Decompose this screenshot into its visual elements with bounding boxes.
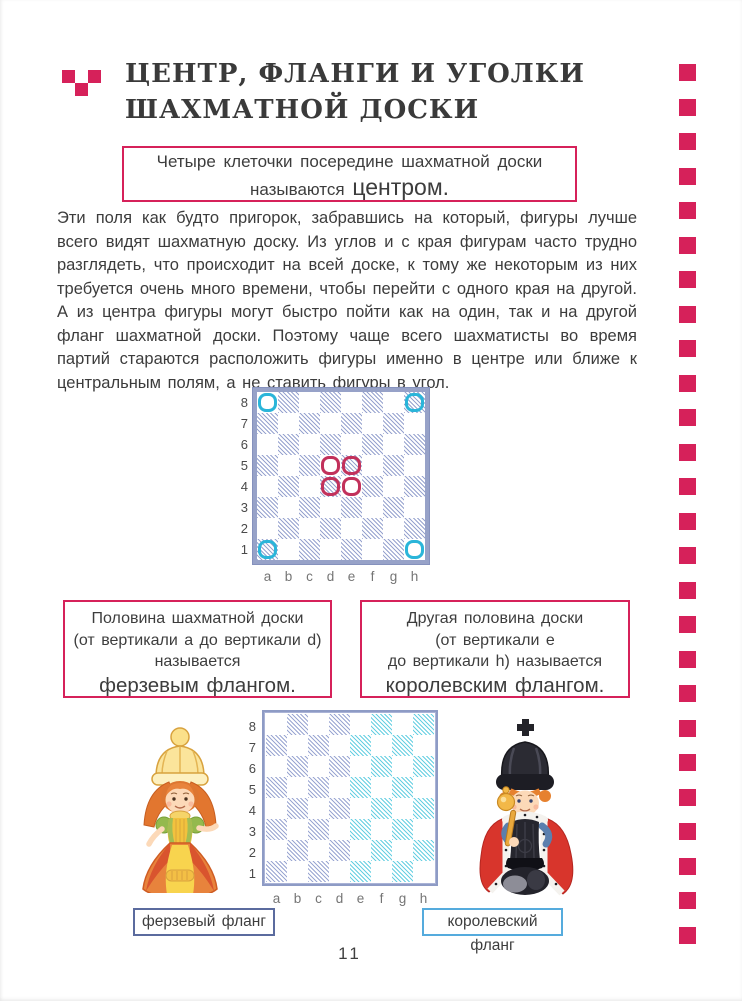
rank-label: 2 xyxy=(248,845,256,860)
square-e8 xyxy=(341,392,362,413)
chessboard-center-corners xyxy=(253,388,429,564)
square-c2 xyxy=(308,840,329,861)
square-c3 xyxy=(299,497,320,518)
king-flank-label: королевский фланг xyxy=(422,908,563,936)
rank-label: 1 xyxy=(248,866,256,881)
rank-label: 3 xyxy=(240,500,248,515)
square-e2 xyxy=(341,518,362,539)
edge-mark-square xyxy=(679,64,696,81)
king-flank-line3: до вертикали h) называется xyxy=(387,653,603,670)
edge-mark-square xyxy=(679,547,696,564)
edge-mark-square xyxy=(679,616,696,633)
square-b4 xyxy=(287,798,308,819)
page-number: 11 xyxy=(338,944,362,963)
square-h7 xyxy=(413,735,434,756)
square-a8 xyxy=(266,714,287,735)
edge-mark-square xyxy=(679,409,696,426)
square-f2 xyxy=(371,840,392,861)
page-title-line1: ЦЕНТР, ФЛАНГИ И УГОЛКИ xyxy=(125,59,586,89)
file-label: d xyxy=(326,569,335,584)
rank-label: 5 xyxy=(240,458,248,473)
square-b8 xyxy=(278,392,299,413)
board1-file-labels xyxy=(257,569,425,584)
chessboard-flanks-frame xyxy=(262,710,438,886)
square-e4 xyxy=(341,476,362,497)
square-c7 xyxy=(299,413,320,434)
square-h1 xyxy=(404,539,425,560)
square-a4 xyxy=(257,476,278,497)
edge-mark-square xyxy=(679,789,696,806)
file-label: b xyxy=(293,891,302,906)
square-d8 xyxy=(320,392,341,413)
square-g2 xyxy=(383,518,404,539)
queen-flank-definition-box xyxy=(63,600,332,698)
square-h4 xyxy=(413,798,434,819)
square-c1 xyxy=(299,539,320,560)
edge-mark-square xyxy=(679,237,696,254)
marker-square xyxy=(62,70,75,83)
queen-flank-label: ферзевый фланг xyxy=(133,908,275,936)
edge-mark-square xyxy=(679,133,696,150)
square-c6 xyxy=(308,756,329,777)
board2-file-labels xyxy=(266,891,434,906)
square-b2 xyxy=(278,518,299,539)
square-g5 xyxy=(383,455,404,476)
square-h3 xyxy=(404,497,425,518)
king-flank-definition-box xyxy=(360,600,630,698)
square-e7 xyxy=(341,413,362,434)
edge-mark-square xyxy=(679,651,696,668)
square-a1 xyxy=(266,861,287,882)
square-b3 xyxy=(278,497,299,518)
square-g8 xyxy=(383,392,404,413)
square-e5 xyxy=(350,777,371,798)
square-d5 xyxy=(329,777,350,798)
square-h1 xyxy=(413,861,434,882)
square-h6 xyxy=(413,756,434,777)
definition-prefix: называются xyxy=(249,180,345,199)
square-c4 xyxy=(299,476,320,497)
square-c4 xyxy=(308,798,329,819)
highlight-ring xyxy=(405,393,424,412)
square-c8 xyxy=(299,392,320,413)
file-label: g xyxy=(389,569,398,584)
square-d6 xyxy=(320,434,341,455)
square-h2 xyxy=(413,840,434,861)
edge-mark-square xyxy=(679,858,696,875)
edge-mark-square xyxy=(679,375,696,392)
edge-mark-square xyxy=(679,582,696,599)
square-e5 xyxy=(341,455,362,476)
square-h8 xyxy=(404,392,425,413)
file-label: d xyxy=(335,891,344,906)
square-g2 xyxy=(392,840,413,861)
square-c8 xyxy=(308,714,329,735)
square-c3 xyxy=(308,819,329,840)
edge-mark-square xyxy=(679,823,696,840)
square-f4 xyxy=(362,476,383,497)
edge-mark-square xyxy=(679,444,696,461)
page-title-line2: ШАХМАТНОЙ ДОСКИ xyxy=(125,95,480,125)
file-label: g xyxy=(398,891,407,906)
edge-mark-square xyxy=(679,306,696,323)
square-g4 xyxy=(392,798,413,819)
rank-label: 4 xyxy=(240,479,248,494)
highlight-ring xyxy=(321,456,340,475)
highlight-ring xyxy=(405,540,424,559)
square-e3 xyxy=(350,819,371,840)
queen-flank-term: ферзевым флангом. xyxy=(99,673,296,697)
square-b4 xyxy=(278,476,299,497)
king-flank-line1: Другая половина доски xyxy=(406,610,584,627)
definition-line2 xyxy=(124,174,575,203)
file-label: f xyxy=(370,569,375,584)
definition-term: центром. xyxy=(352,174,450,200)
square-f8 xyxy=(362,392,383,413)
square-a1 xyxy=(257,539,278,560)
edge-mark-square xyxy=(679,99,696,116)
edge-mark-square xyxy=(679,685,696,702)
square-a7 xyxy=(257,413,278,434)
square-a7 xyxy=(266,735,287,756)
rank-label: 2 xyxy=(240,521,248,536)
square-e1 xyxy=(341,539,362,560)
square-g7 xyxy=(383,413,404,434)
square-e2 xyxy=(350,840,371,861)
square-c1 xyxy=(308,861,329,882)
square-c2 xyxy=(299,518,320,539)
square-f5 xyxy=(362,455,383,476)
king-flank-line2: (от вертикали e xyxy=(435,631,555,649)
edge-mark-square xyxy=(679,720,696,737)
highlight-ring xyxy=(258,393,277,412)
rank-label: 4 xyxy=(248,803,256,818)
square-a8 xyxy=(257,392,278,413)
file-label: e xyxy=(356,891,365,906)
square-e7 xyxy=(350,735,371,756)
definition-line1: Четыре клеточки посередине шахматной доски xyxy=(156,152,543,171)
square-f5 xyxy=(371,777,392,798)
rank-label: 8 xyxy=(240,395,248,410)
square-a5 xyxy=(257,455,278,476)
square-f4 xyxy=(371,798,392,819)
square-b5 xyxy=(287,777,308,798)
file-label: c xyxy=(306,569,313,584)
square-f3 xyxy=(362,497,383,518)
square-g7 xyxy=(392,735,413,756)
square-f8 xyxy=(371,714,392,735)
square-h6 xyxy=(404,434,425,455)
square-d5 xyxy=(320,455,341,476)
square-h2 xyxy=(404,518,425,539)
square-b7 xyxy=(287,735,308,756)
rank-label: 7 xyxy=(240,416,248,431)
square-b5 xyxy=(278,455,299,476)
edge-mark-square xyxy=(679,892,696,909)
file-label: e xyxy=(347,569,356,584)
square-h7 xyxy=(404,413,425,434)
square-d3 xyxy=(320,497,341,518)
marker-square xyxy=(88,70,101,83)
square-a5 xyxy=(266,777,287,798)
marker-square xyxy=(75,83,88,96)
square-a6 xyxy=(266,756,287,777)
edge-mark-square xyxy=(679,513,696,530)
square-c6 xyxy=(299,434,320,455)
square-d6 xyxy=(329,756,350,777)
square-b8 xyxy=(287,714,308,735)
square-f6 xyxy=(362,434,383,455)
edge-mark-square xyxy=(679,271,696,288)
square-e8 xyxy=(350,714,371,735)
square-f7 xyxy=(371,735,392,756)
board1-rank-labels xyxy=(230,392,248,560)
highlight-ring xyxy=(258,540,277,559)
square-a6 xyxy=(257,434,278,455)
square-d1 xyxy=(320,539,341,560)
highlight-ring xyxy=(342,456,361,475)
queen-illustration xyxy=(112,723,247,893)
square-d2 xyxy=(329,840,350,861)
square-b3 xyxy=(287,819,308,840)
square-h5 xyxy=(413,777,434,798)
square-h8 xyxy=(413,714,434,735)
file-label: a xyxy=(263,569,272,584)
highlight-ring xyxy=(321,477,340,496)
square-a2 xyxy=(266,840,287,861)
square-d4 xyxy=(320,476,341,497)
square-d8 xyxy=(329,714,350,735)
edge-mark-square xyxy=(679,927,696,944)
square-b1 xyxy=(278,539,299,560)
rank-label: 8 xyxy=(248,719,256,734)
rank-label: 6 xyxy=(248,761,256,776)
square-f1 xyxy=(362,539,383,560)
square-h3 xyxy=(413,819,434,840)
square-e6 xyxy=(341,434,362,455)
square-c7 xyxy=(308,735,329,756)
square-f6 xyxy=(371,756,392,777)
square-g6 xyxy=(383,434,404,455)
king-flank-term: королевским флангом. xyxy=(385,673,605,697)
title-marker-icon xyxy=(62,70,102,97)
file-label: c xyxy=(315,891,322,906)
square-a3 xyxy=(257,497,278,518)
square-e3 xyxy=(341,497,362,518)
square-g3 xyxy=(383,497,404,518)
square-d2 xyxy=(320,518,341,539)
square-g8 xyxy=(392,714,413,735)
chessboard-flanks xyxy=(266,714,434,882)
square-g3 xyxy=(392,819,413,840)
square-g1 xyxy=(392,861,413,882)
square-f1 xyxy=(371,861,392,882)
square-d4 xyxy=(329,798,350,819)
file-label: f xyxy=(379,891,384,906)
square-b7 xyxy=(278,413,299,434)
rank-label: 1 xyxy=(240,542,248,557)
queen-flank-line3: называется xyxy=(154,653,241,670)
square-b6 xyxy=(278,434,299,455)
edge-mark-square xyxy=(679,202,696,219)
edge-mark-square xyxy=(679,340,696,357)
square-b6 xyxy=(287,756,308,777)
square-d3 xyxy=(329,819,350,840)
square-f3 xyxy=(371,819,392,840)
file-label: h xyxy=(419,891,428,906)
square-b2 xyxy=(287,840,308,861)
edge-mark-square xyxy=(679,478,696,495)
square-a2 xyxy=(257,518,278,539)
rank-label: 5 xyxy=(248,782,256,797)
square-d7 xyxy=(320,413,341,434)
edge-mark-square xyxy=(679,754,696,771)
square-g4 xyxy=(383,476,404,497)
square-e1 xyxy=(350,861,371,882)
square-d1 xyxy=(329,861,350,882)
square-b1 xyxy=(287,861,308,882)
queen-flank-line1: Половина шахматной доски xyxy=(91,610,304,627)
square-g6 xyxy=(392,756,413,777)
square-a3 xyxy=(266,819,287,840)
file-label: a xyxy=(272,891,281,906)
file-label: h xyxy=(410,569,419,584)
square-e4 xyxy=(350,798,371,819)
square-h4 xyxy=(404,476,425,497)
square-h5 xyxy=(404,455,425,476)
king-illustration xyxy=(458,716,593,898)
body-paragraph: Эти поля как будто пригорок, забравшись на который, фигуры лучше всего видят шахматную доску. Из углов и с края фигурам часто трудно разглядеть, что происходит на всей доске, к тому же некоторым из них требуется очень много времени, чтобы перейти с одного края на другой. А из центра фигуры могут быстро пойти как на один, так и на другой фланг шахматной доски. Поэтому чаще всего шахматисты во время партий стараются расположить фигуры именно в центре или ближе к центральным полям, а не ставить фигуры в угол. xyxy=(57,209,637,392)
center-definition-box xyxy=(122,146,577,202)
square-f2 xyxy=(362,518,383,539)
square-c5 xyxy=(308,777,329,798)
board2-rank-labels xyxy=(238,716,256,884)
square-c5 xyxy=(299,455,320,476)
square-g5 xyxy=(392,777,413,798)
highlight-ring xyxy=(342,477,361,496)
queen-flank-line2: (от вертикали a до вертикали d) xyxy=(73,631,322,649)
square-a4 xyxy=(266,798,287,819)
square-f7 xyxy=(362,413,383,434)
square-e6 xyxy=(350,756,371,777)
square-d7 xyxy=(329,735,350,756)
square-g1 xyxy=(383,539,404,560)
rank-label: 6 xyxy=(240,437,248,452)
rank-label: 7 xyxy=(248,740,256,755)
rank-label: 3 xyxy=(248,824,256,839)
file-label: b xyxy=(284,569,293,584)
edge-mark-square xyxy=(679,168,696,185)
page-title xyxy=(125,56,595,128)
